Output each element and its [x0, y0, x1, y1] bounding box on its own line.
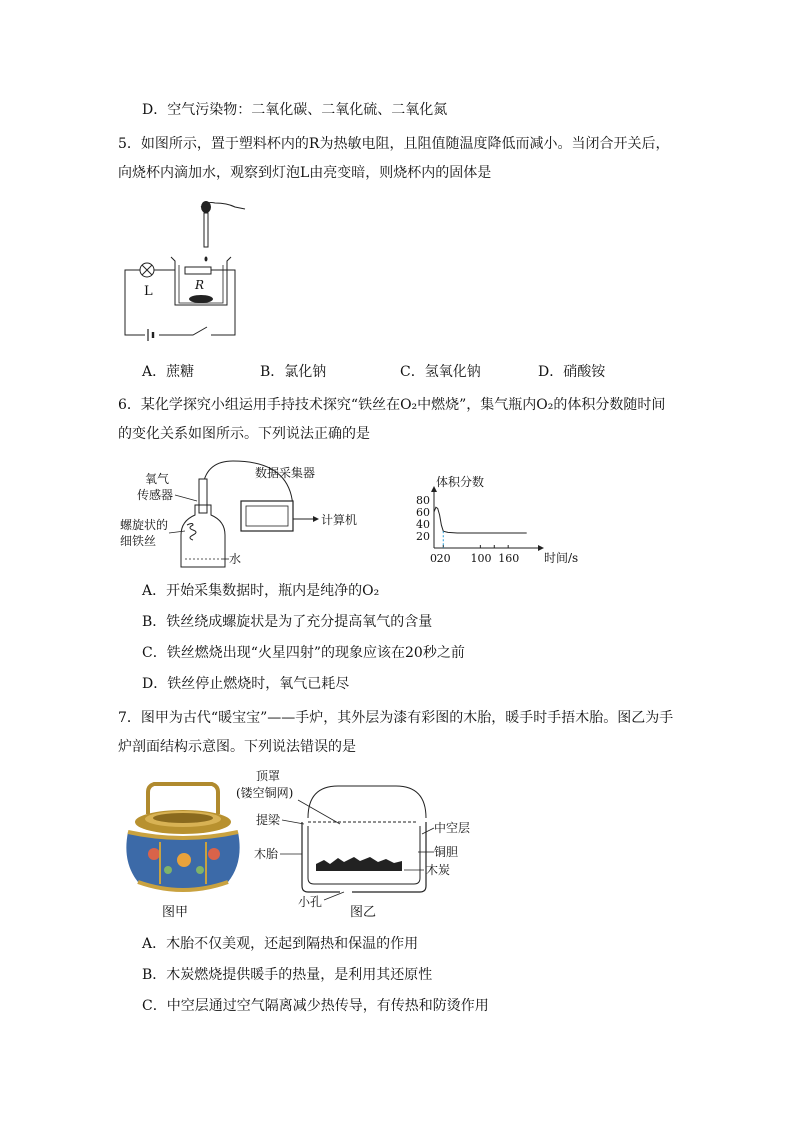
q6-stem-line2: 的变化关系如图所示。下列说法正确的是 [118, 426, 370, 442]
chart-x-tick-label: 20 [436, 552, 451, 565]
q7-stem-line2: 炉剖面结构示意图。下列说法错误的是 [118, 739, 356, 755]
q5-option-d: D．硝酸铵 [538, 364, 606, 380]
wire-label-2: 细铁丝 [120, 534, 157, 548]
q5-stem-line2: 向烧杯内滴加水，观察到灯泡L由亮变暗，则烧杯内的固体是 [118, 165, 492, 181]
q6-option-a: A．开始采集数据时，瓶内是纯净的O₂ [142, 583, 380, 599]
solid-icon [189, 295, 213, 303]
q4-option-d: D．空气污染物：二氧化碳、二氧化硫、二氧化氮 [142, 102, 448, 118]
top-label-1: 顶罩 [256, 769, 281, 783]
handle-beam-icon [308, 786, 426, 818]
chart-y-tick-label: 20 [416, 530, 430, 543]
lamp-label: L [144, 284, 153, 299]
q6-stem-line1: 6．某化学探究小组运用手持技术探究“铁丝在O₂中燃烧”，集气瓶内O₂的体积分数随时间 [118, 397, 666, 413]
q5-option-b: B．氯化钠 [260, 364, 327, 380]
q7-option-c: C．中空层通过空气隔离减少热传导，有传热和防烫作用 [142, 998, 489, 1014]
copper-label: 铜胆 [434, 845, 459, 859]
resistor-label: R [195, 278, 205, 292]
hollow-label: 中空层 [434, 821, 471, 835]
q6-option-c: C．铁丝燃烧出现“火星四射”的现象应该在20秒之前 [142, 645, 465, 661]
wood-body-icon [302, 822, 426, 892]
sensor-label-2: 传感器 [137, 488, 174, 502]
arrow-right-icon [313, 516, 319, 522]
hand-warmer-photo [126, 784, 239, 890]
q7-option-a: A．木胎不仅美观，还起到隔热和保温的作用 [142, 936, 419, 952]
q7-stem-line1: 7．图甲为古代“暖宝宝”——手炉，其外层为漆有彩图的木胎，暖手时手捂木胎。图乙为手 [118, 710, 674, 726]
water-label: 水 [229, 552, 242, 566]
chart-x-tick-label: 0 [430, 552, 437, 565]
charcoal-icon [316, 857, 402, 871]
chart-series-line [434, 507, 527, 533]
dropper-bulb-icon [201, 201, 211, 213]
fig-a-label: 图甲 [162, 905, 189, 920]
q5-options [142, 362, 605, 382]
collector-label: 数据采集器 [255, 466, 316, 480]
q5-option-a: A．蔗糖 [142, 364, 195, 380]
fig-b-label: 图乙 [350, 905, 377, 920]
chart-x-tick-label: 160 [498, 552, 520, 565]
cross-section-diagram [302, 786, 426, 892]
chart-y-tick-label: 40 [416, 518, 430, 531]
chart-ylabel: 体积分数 [436, 475, 485, 489]
gas-bottle-icon [181, 505, 225, 567]
q5-stem-line1: 5．如图所示，置于塑料杯内的R为热敏电阻，且阻值随温度降低而减小。当闭合开关后， [118, 136, 670, 152]
hole-label: 小孔 [298, 895, 323, 909]
dropper-tube-icon [204, 213, 208, 247]
q5-option-c: C．氢氧化钠 [400, 364, 481, 380]
computer-label: 计算机 [321, 513, 358, 527]
q7-hand-warmer-figure [118, 766, 518, 921]
switch-icon [159, 327, 207, 335]
q5-circuit-figure [115, 195, 255, 345]
q6-option-b: B．铁丝绕成螺旋状是为了充分提高氧气的含量 [142, 614, 433, 630]
charcoal-label: 木炭 [426, 863, 451, 877]
chart-xlabel: 时间/s [544, 551, 579, 565]
q6-option-d: D．铁丝停止燃烧时，氧气已耗尽 [142, 676, 350, 692]
wood-label: 木胎 [254, 847, 279, 861]
oxygen-sensor-icon [199, 479, 207, 513]
sensor-label-1: 氧气 [145, 472, 170, 486]
iron-wire-icon [187, 524, 196, 541]
chart-y-tick-label: 60 [416, 506, 430, 519]
water-drop-icon [205, 257, 208, 262]
thermistor-icon [185, 267, 211, 274]
handle-label: 提梁 [256, 813, 281, 827]
wire-label-1: 螺旋状的 [120, 518, 169, 532]
chart-x-tick-label: 100 [470, 552, 492, 565]
copper-liner-icon [308, 826, 420, 884]
q6-o2-chart [412, 470, 594, 570]
q6-apparatus-figure [115, 455, 375, 570]
top-label-2: (镂空铜网) [236, 786, 294, 800]
chart-y-tick-label: 80 [416, 494, 430, 507]
q7-option-b: B．木炭燃烧提供暖手的热量，是利用其还原性 [142, 967, 433, 983]
